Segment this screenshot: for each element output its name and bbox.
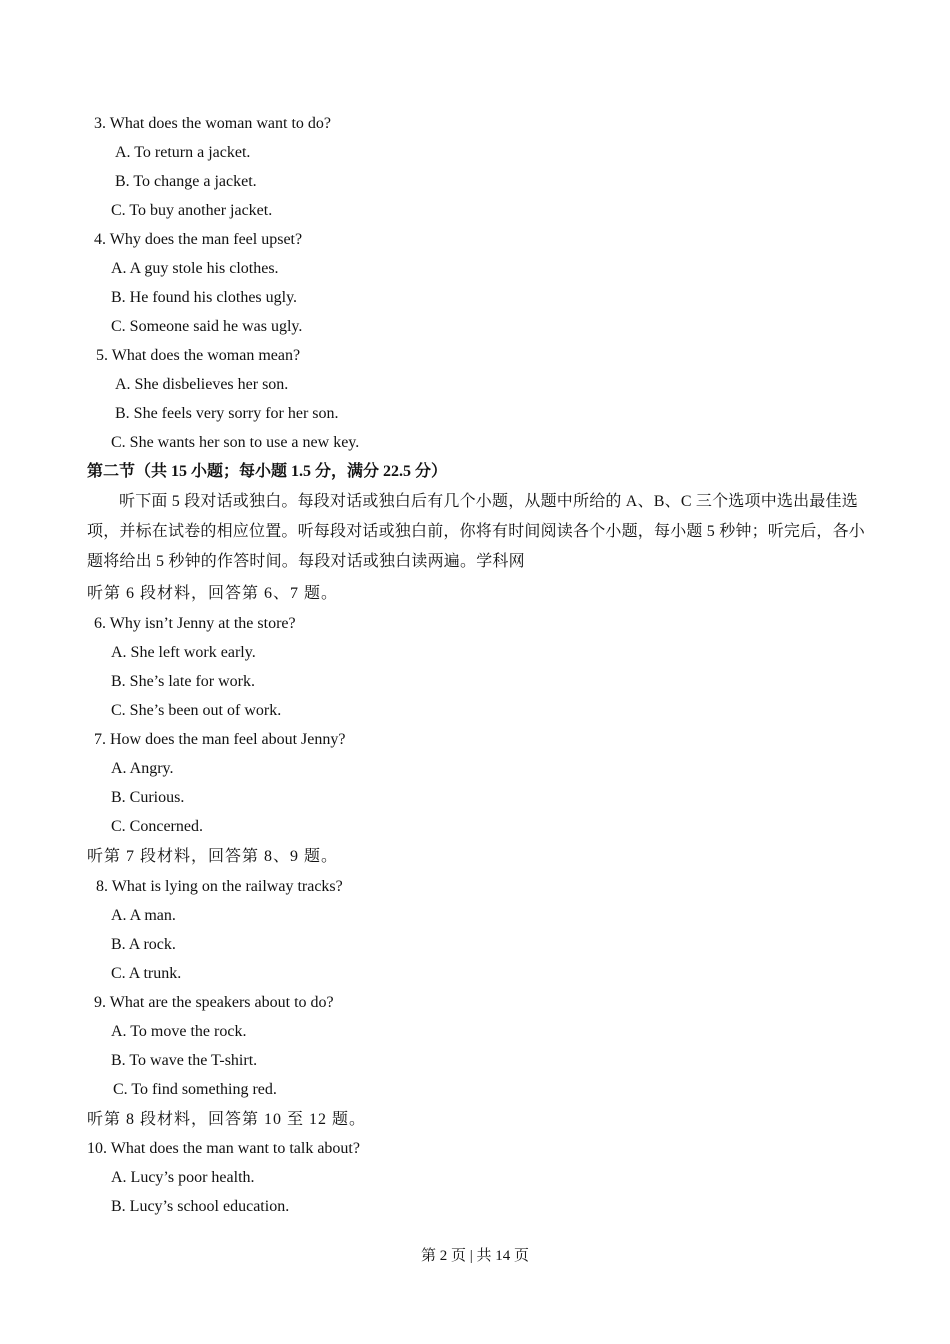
option-b: B. To wave the T-shirt.	[111, 1052, 258, 1069]
question-text: 5. What does the woman mean?	[96, 347, 301, 364]
option-a: A. To return a jacket.	[115, 144, 251, 161]
option-c: C. Someone said he was ugly.	[111, 318, 303, 335]
option-a: A. A man.	[111, 907, 176, 924]
question-text: 3. What does the woman want to do?	[94, 115, 331, 132]
option-a: A. Lucy’s poor health.	[111, 1169, 255, 1186]
option-a: A. She disbelieves her son.	[115, 376, 289, 393]
page-footer: 第 2 页 | 共 14 页	[420, 1248, 529, 1264]
passage-instruction-6: 听第 6 段材料，回答第 6、7 题。	[87, 585, 339, 602]
option-b: B. Lucy’s school education.	[111, 1198, 290, 1215]
option-b: B. To change a jacket.	[115, 173, 257, 190]
section-instructions: 听下面 5 段对话或独白。每段对话或独白后有几个小题，从题中所给的 A、B、C 三个选项中选出最佳选项，并标在试卷的相应位置。听每段对话或独白前，你将有时间阅读各个小题，每小题 5 秒钟；听完后，各小题将给出 5 秒钟的作答时间。每段对话或独白读两遍。学科网	[87, 493, 866, 570]
option-a: A. A guy stole his clothes.	[111, 260, 279, 277]
passage-instruction-8: 听第 8 段材料，回答第 10 至 12 题。	[87, 1111, 367, 1128]
option-c: C. To buy another jacket.	[111, 202, 273, 219]
option-a: A. She left work early.	[111, 644, 256, 661]
question-text: 9. What are the speakers about to do?	[94, 994, 334, 1011]
option-c: C. Concerned.	[111, 818, 203, 835]
option-c: C. She’s been out of work.	[111, 702, 282, 719]
section-heading: 第二节（共 15 小题；每小题 1.5 分，满分 22.5 分）	[87, 463, 448, 480]
option-b: B. A rock.	[111, 936, 176, 953]
question-text: 10. What does the man want to talk about?	[87, 1140, 360, 1157]
question-text: 6. Why isn’t Jenny at the store?	[94, 615, 296, 632]
option-a: A. Angry.	[111, 760, 174, 777]
option-b: B. Curious.	[111, 789, 185, 806]
option-b: B. She’s late for work.	[111, 673, 255, 690]
question-text: 7. How does the man feel about Jenny?	[94, 731, 346, 748]
option-c: C. To find something red.	[113, 1081, 277, 1098]
question-text: 4. Why does the man feel upset?	[94, 231, 303, 248]
option-c: C. A trunk.	[111, 965, 182, 982]
option-c: C. She wants her son to use a new key.	[111, 434, 360, 451]
question-text: 8. What is lying on the railway tracks?	[96, 878, 343, 895]
option-b: B. She feels very sorry for her son.	[115, 405, 339, 422]
passage-instruction-7: 听第 7 段材料，回答第 8、9 题。	[87, 848, 339, 865]
option-b: B. He found his clothes ugly.	[111, 289, 298, 306]
option-a: A. To move the rock.	[111, 1023, 247, 1040]
